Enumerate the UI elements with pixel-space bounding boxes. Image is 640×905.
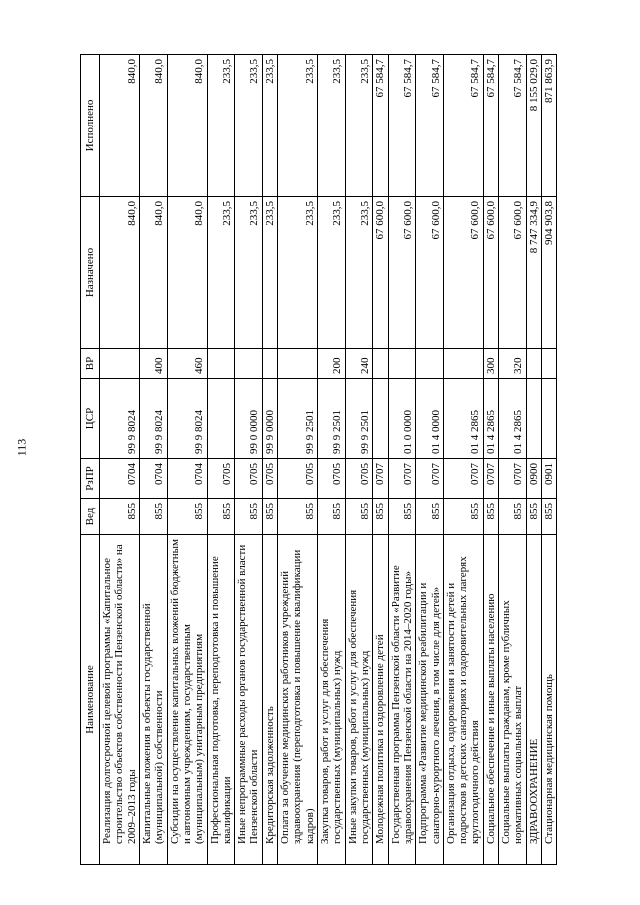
cell-ispolneno: 67 584,7 [499, 55, 527, 197]
table-row [526, 55, 541, 865]
cell-vr [207, 349, 235, 379]
cell-ispolneno: 67 584,7 [416, 55, 444, 197]
cell-ved: 855 [373, 499, 388, 535]
cell-name [318, 535, 346, 865]
cell-ispolneno: 67 584,7 [373, 55, 388, 197]
cell-name [207, 535, 235, 865]
row-name-text: Субсидии на осуществление капитальных вложений бюджетным и автономным учреждениям, государственным (муниципальным) унитарным предприятиям [168, 539, 206, 844]
cell-naznacheno: 67 600,0 [483, 197, 498, 349]
cell-csr: 99 9 8024 [167, 379, 207, 459]
table-row [278, 55, 318, 865]
cell-rzpr: 0705 [207, 459, 235, 499]
cell-ispolneno: 233,5 [235, 55, 263, 197]
cell-ved: 855 [262, 499, 277, 535]
cell-name [100, 535, 140, 865]
table-row [373, 55, 388, 865]
row-name-text: Иные непрограммные расходы органов государственной власти Пензенской области [236, 544, 261, 844]
cell-naznacheno: 233,5 [345, 197, 373, 349]
row-name-text: Стационарная медицинская помощь [543, 674, 555, 844]
cell-rzpr: 0705 [345, 459, 373, 499]
table-row [416, 55, 444, 865]
cell-csr [542, 379, 557, 459]
header-csr: ЦСР [81, 379, 100, 459]
cell-csr: 99 9 0000 [262, 379, 277, 459]
row-name-text: Социальное обеспечение и иные выплаты населению [484, 593, 497, 844]
table-row [100, 55, 140, 865]
cell-rzpr: 0705 [235, 459, 263, 499]
page-number: 113 [14, 438, 29, 457]
cell-name [167, 535, 207, 865]
row-name-text: Капитальные вложения в объекты государственной (муниципальной) собственности [140, 603, 166, 844]
table-row [318, 55, 346, 865]
cell-rzpr: 0705 [262, 459, 277, 499]
cell-naznacheno: 67 600,0 [499, 197, 527, 349]
cell-name [373, 535, 388, 865]
cell-naznacheno: 67 600,0 [416, 197, 444, 349]
cell-vr [235, 349, 263, 379]
cell-ispolneno: 840,0 [100, 55, 140, 197]
header-naznacheno: Назначено [81, 197, 100, 349]
cell-name [235, 535, 263, 865]
cell-naznacheno: 233,5 [278, 197, 318, 349]
cell-vr: 240 [345, 349, 373, 379]
cell-name [542, 535, 557, 865]
cell-csr: 99 9 8024 [100, 379, 140, 459]
cell-csr: 01 4 2865 [499, 379, 527, 459]
cell-name [388, 535, 416, 865]
cell-ved: 855 [345, 499, 373, 535]
cell-ispolneno: 67 584,7 [443, 55, 483, 197]
table-row [262, 55, 277, 865]
cell-ved: 855 [542, 499, 557, 535]
cell-rzpr: 0707 [483, 459, 498, 499]
cell-vr [443, 349, 483, 379]
cell-rzpr: 0707 [499, 459, 527, 499]
cell-rzpr: 0705 [278, 459, 318, 499]
cell-vr: 460 [167, 349, 207, 379]
cell-ispolneno: 67 584,7 [483, 55, 498, 197]
row-name-text: Иные закупки товаров, работ и услуг для обеспечения государственных (муниципальных) нужд [346, 589, 371, 844]
cell-ved: 855 [100, 499, 140, 535]
row-name-text: Организация отдыха, оздоровления и занятости детей и подростков в детских санаториях и оздоровительных лагерях круглогодичного действия [444, 556, 482, 844]
row-name-text: Закупка товаров, работ и услуг для обеспечения государственных (муниципальных) нужд [319, 618, 344, 844]
cell-vr [373, 349, 388, 379]
cell-csr: 99 9 2501 [278, 379, 318, 459]
cell-name [483, 535, 498, 865]
cell-csr: 01 4 2865 [483, 379, 498, 459]
row-name-text: Подпрограмма «Развитие медицинской реабилитации и санаторно-курортного лечения, в том числе для детей» [417, 582, 442, 844]
cell-rzpr: 0704 [167, 459, 207, 499]
table-row [345, 55, 373, 865]
cell-naznacheno: 904 903,8 [542, 197, 557, 349]
cell-rzpr: 0707 [416, 459, 444, 499]
cell-name [526, 535, 541, 865]
cell-vr [278, 349, 318, 379]
cell-ved: 855 [416, 499, 444, 535]
cell-naznacheno: 840,0 [100, 197, 140, 349]
header-name: Наименование [81, 535, 100, 865]
row-name-text: Социальные выплаты гражданам, кроме публичных нормативных социальных выплат [500, 600, 525, 844]
table-row [167, 55, 207, 865]
header-rzpr: РзПР [81, 459, 100, 499]
cell-vr: 200 [318, 349, 346, 379]
cell-ved: 855 [167, 499, 207, 535]
row-name-text: Оплата за обучение медицинских работников учреждений здравоохранения (переподготовка и повышение квалификации кадров) [279, 549, 316, 844]
cell-rzpr: 0705 [318, 459, 346, 499]
cell-ved: 855 [207, 499, 235, 535]
cell-ved: 855 [499, 499, 527, 535]
cell-name [139, 535, 167, 865]
cell-ispolneno: 840,0 [167, 55, 207, 197]
budget-table [80, 54, 557, 865]
table-row [207, 55, 235, 865]
cell-rzpr: 0707 [373, 459, 388, 499]
table-header-row [81, 55, 100, 865]
table-header [81, 55, 100, 865]
cell-naznacheno: 233,5 [318, 197, 346, 349]
cell-ved: 855 [235, 499, 263, 535]
table-row [483, 55, 498, 865]
cell-vr [100, 349, 140, 379]
cell-vr [542, 349, 557, 379]
cell-ved: 855 [526, 499, 541, 535]
cell-csr [373, 379, 388, 459]
table-row [443, 55, 483, 865]
cell-name [416, 535, 444, 865]
cell-csr: 01 4 0000 [416, 379, 444, 459]
cell-vr [388, 349, 416, 379]
cell-naznacheno: 233,5 [262, 197, 277, 349]
cell-name [443, 535, 483, 865]
cell-ved: 855 [278, 499, 318, 535]
cell-naznacheno: 840,0 [167, 197, 207, 349]
cell-naznacheno: 8 747 334,9 [526, 197, 541, 349]
cell-rzpr: 0901 [542, 459, 557, 499]
table-row [139, 55, 167, 865]
cell-csr [526, 379, 541, 459]
cell-rzpr: 0900 [526, 459, 541, 499]
cell-csr: 99 9 8024 [139, 379, 167, 459]
table-body [100, 55, 557, 865]
cell-csr: 99 0 0000 [235, 379, 263, 459]
cell-ved: 855 [139, 499, 167, 535]
cell-name [499, 535, 527, 865]
cell-csr: 01 4 2865 [443, 379, 483, 459]
cell-name [345, 535, 373, 865]
cell-ispolneno: 233,5 [318, 55, 346, 197]
cell-rzpr: 0707 [388, 459, 416, 499]
table-row [235, 55, 263, 865]
cell-rzpr: 0704 [100, 459, 140, 499]
row-name-text: Молодежная политика и оздоровление детей [374, 634, 387, 844]
cell-naznacheno: 233,5 [207, 197, 235, 349]
cell-csr: 01 0 0000 [388, 379, 416, 459]
header-vr: ВР [81, 349, 100, 379]
cell-vr: 300 [483, 349, 498, 379]
cell-ved: 855 [388, 499, 416, 535]
cell-name [278, 535, 318, 865]
cell-vr: 320 [499, 349, 527, 379]
cell-naznacheno: 67 600,0 [388, 197, 416, 349]
row-name-text: Кредиторская задолженность [263, 706, 276, 844]
cell-ispolneno: 840,0 [139, 55, 167, 197]
budget-table-container [80, 55, 555, 865]
cell-vr [526, 349, 541, 379]
cell-ispolneno: 8 155 029,0 [526, 55, 541, 197]
cell-ispolneno: 233,5 [207, 55, 235, 197]
cell-rzpr: 0704 [139, 459, 167, 499]
header-ved: Вед [81, 499, 100, 535]
cell-vr [416, 349, 444, 379]
cell-ispolneno: 871 863,9 [542, 55, 557, 197]
row-name-text: Профессиональная подготовка, переподготовка и повышение квалификации [208, 556, 233, 844]
cell-csr [207, 379, 235, 459]
cell-name [262, 535, 277, 865]
table-row [499, 55, 527, 865]
table-row [542, 55, 557, 865]
table-row [388, 55, 416, 865]
cell-naznacheno: 840,0 [139, 197, 167, 349]
cell-ved: 855 [483, 499, 498, 535]
row-name-text: Государственная программа Пензенской области «Развитие здравоохранения Пензенской области на 2014–2020 годы» [389, 565, 414, 844]
cell-vr [262, 349, 277, 379]
cell-csr: 99 9 2501 [318, 379, 346, 459]
cell-ved: 855 [318, 499, 346, 535]
cell-rzpr: 0707 [443, 459, 483, 499]
cell-ved: 855 [443, 499, 483, 535]
cell-csr: 99 9 2501 [345, 379, 373, 459]
cell-ispolneno: 233,5 [278, 55, 318, 197]
cell-ispolneno: 233,5 [262, 55, 277, 197]
cell-naznacheno: 67 600,0 [443, 197, 483, 349]
cell-ispolneno: 67 584,7 [388, 55, 416, 197]
row-name-text: Реализация долгосрочной целевой программы «Капитальное строительство объектов собственности Пензенской области» на 2009–2013 годы [101, 544, 138, 844]
cell-naznacheno: 233,5 [235, 197, 263, 349]
header-ispolneno: Исполнено [81, 55, 100, 197]
cell-naznacheno: 67 600,0 [373, 197, 388, 349]
row-name-text: ЗДРАВООХРАНЕНИЕ [527, 738, 540, 844]
cell-vr: 400 [139, 349, 167, 379]
cell-ispolneno: 233,5 [345, 55, 373, 197]
